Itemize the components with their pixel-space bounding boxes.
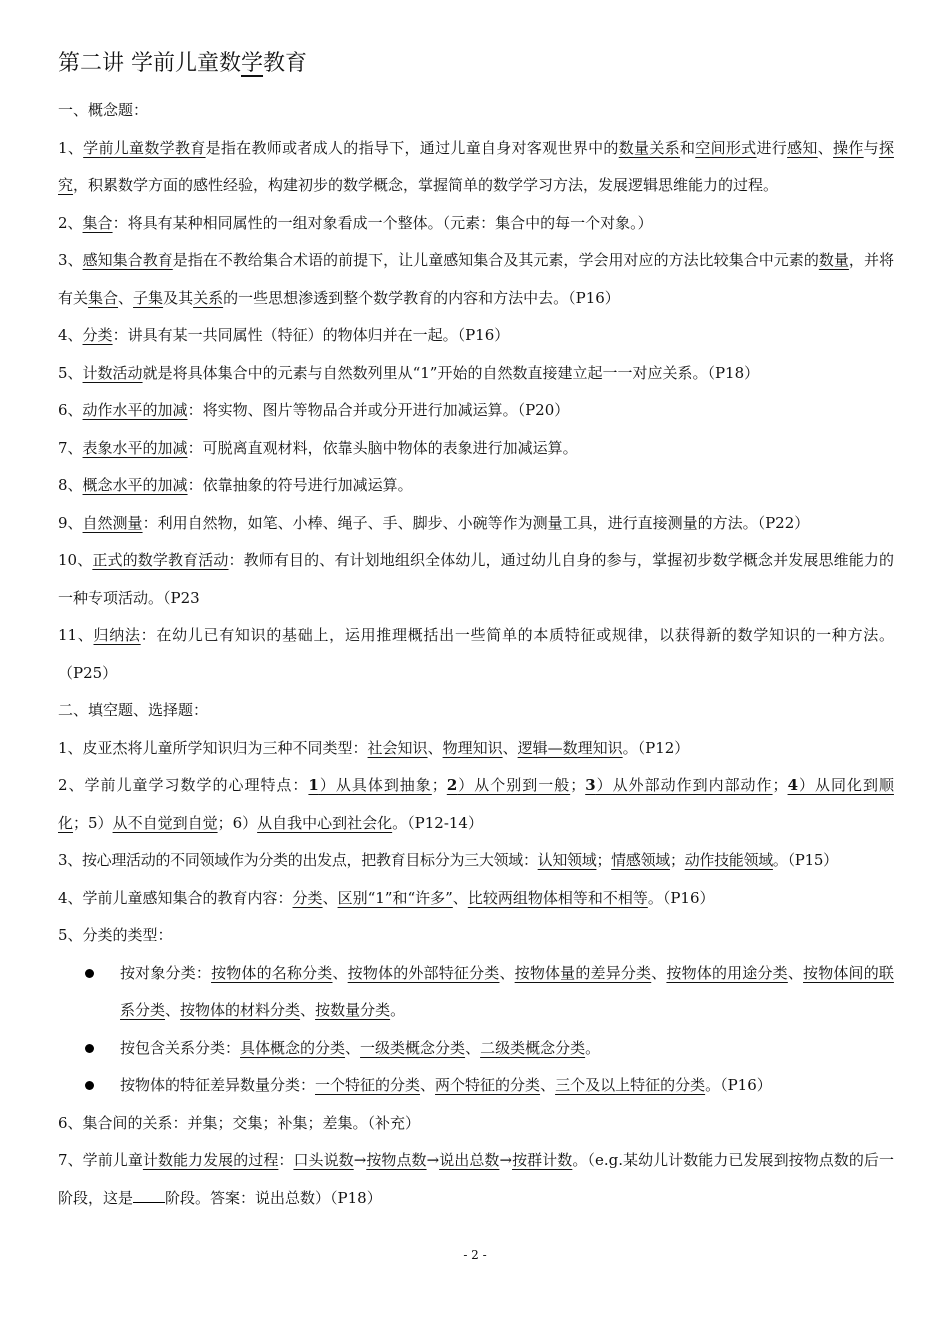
concept-6: 6、动作水平的加减：将实物、图片等物品合并或分开进行加减运算。（P20） — [58, 401, 570, 419]
bullet-icon — [85, 969, 94, 978]
concept-3: 3、感知集合教育是指在不教给集合术语的前提下，让儿童感知集合及其元素，学会用对应的方法比较集合中元素的数量，并将有关集合、子集及其关系的一些思想渗透到整个数学教育的内容和方法中去。（P16） — [58, 251, 894, 307]
answer-blank — [133, 1188, 165, 1203]
concept-4: 4、分类：讲具有某一共同属性（特征）的物体归并在一起。（P16） — [58, 326, 510, 344]
document-page — [58, 44, 894, 1217]
bullet-icon — [85, 1081, 94, 1090]
fill-4: 4、学前儿童感知集合的教育内容：分类、区别“1”和“许多”、比较两组物体相等和不相等。（P16） — [58, 888, 715, 907]
list-item: 按对象分类：按物体的名称分类、按物体的外部特征分类、按物体量的差异分类、按物体的用途分类、按物体间的联系分类、按物体的材料分类、按数量分类。 — [58, 955, 894, 1030]
list-item: 按包含关系分类：具体概念的分类、一级类概念分类、二级类概念分类。 — [58, 1030, 894, 1068]
concept-1: 1、学前儿童数学教育是指在教师或者成人的指导下，通过儿童自身对客观世界中的数量关系和空间形式进行感知、操作与探究，积累数学方面的感性经验，构建初步的数学概念，掌握简单的数学学习方法，发展逻辑思维能力的过程。 — [58, 138, 894, 194]
concept-9: 9、自然测量：利用自然物，如笔、小棒、绳子、手、脚步、小碗等作为测量工具，进行直接测量的方法。（P22） — [58, 513, 810, 532]
concept-7: 7、表象水平的加减：可脱离直观材料，依靠头脑中物体的表象进行加减运算。 — [58, 438, 578, 457]
concept-8: 8、概念水平的加减：依靠抽象的符号进行加减运算。 — [58, 476, 413, 494]
fill-7: 7、学前儿童计数能力发展的过程：口头说数→按物点数→说出总数→按群计数。（e.g.某幼儿计数能力已发展到按物点数的后一阶段，这是 阶段。答案：说出总数）（P18） — [58, 1151, 894, 1207]
fill-6: 6、集合间的关系：并集；交集；补集；差集。（补充） — [58, 1113, 421, 1132]
fill-2: 2、学前儿童学习数学的心理特点：1）从具体到抽象；2）从个别到一般；3）从外部动作到内部动作；4）从同化到顺化；5）从不自觉到自觉；6）从自我中心到社会化。（P12-14） — [58, 776, 894, 832]
concept-2: 2、集合：将具有某种相同属性的一组对象看成一个整体。（元素：集合中的每一个对象。） — [58, 213, 653, 232]
section-heading-fill: 二、填空题、选择题： — [58, 701, 209, 719]
concept-11: 11、归纳法：在幼儿已有知识的基础上，运用推理概括出一些简单的本质特征或规律，以获得新的数学知识的一种方法。（P25） — [58, 626, 894, 682]
bullet-icon — [85, 1044, 94, 1053]
section-heading-concepts: 一、概念题： — [58, 101, 149, 119]
fill-1: 1、皮亚杰将儿童所学知识归为三种不同类型：社会知识、物理知识、逻辑—数理知识。（P12） — [58, 738, 690, 757]
fill-5: 5、分类的类型： — [58, 926, 173, 944]
list-item: 按物体的特征差异数量分类：一个特征的分类、两个特征的分类、三个及以上特征的分类。（P16） — [58, 1067, 894, 1105]
page-number: - 2 - — [463, 1248, 487, 1262]
classification-list — [58, 955, 894, 1105]
fill-3: 3、按心理活动的不同领域作为分类的出发点，把教育目标分为三大领域：认知领域；情感领域；动作技能领域。（P15） — [58, 851, 838, 869]
page-title: 第二讲 学前儿童数学教育 — [58, 51, 308, 76]
concept-10: 10、正式的数学教育活动：教师有目的、有计划地组织全体幼儿，通过幼儿自身的参与，掌握初步数学概念并发展思维能力的一种专项活动。（P23 — [58, 551, 894, 607]
concept-5: 5、计数活动就是将具体集合中的元素与自然数列里从“1”开始的自然数直接建立起一一对应关系。（P18） — [58, 363, 760, 382]
